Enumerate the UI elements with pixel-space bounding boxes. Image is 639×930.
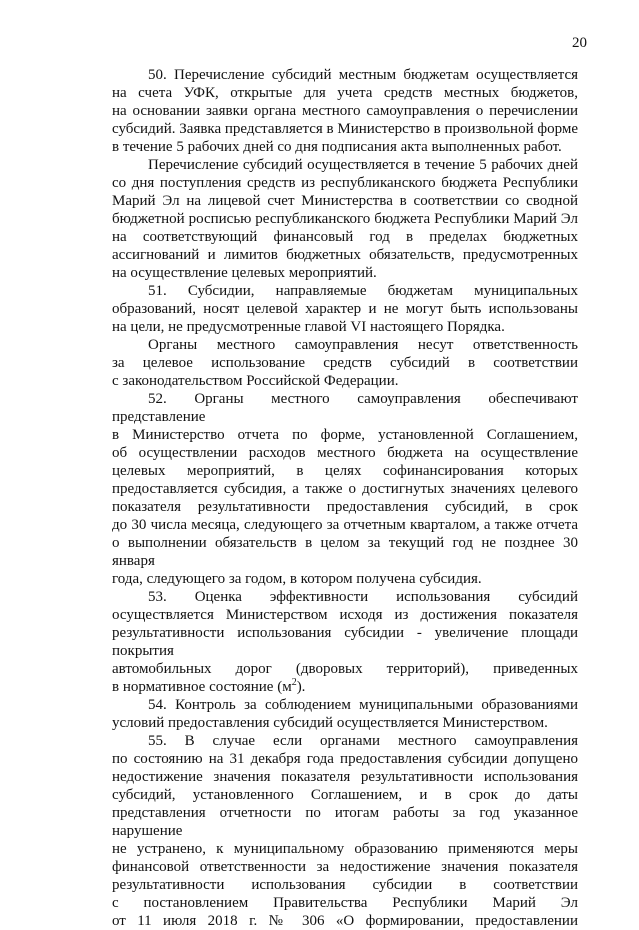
text-line: ассигнований и лимитов бюджетных обязательств, предусмотренных xyxy=(112,247,578,263)
text-line: условий предоставления субсидий осуществляется Министерством. xyxy=(112,715,548,731)
text-line: в течение 5 рабочих дней со дня подписания акта выполненных работ. xyxy=(112,139,562,155)
text-line: на основании заявки органа местного самоуправления о перечислении xyxy=(112,103,578,119)
text-line: представления отчетности по итогам работы за год указанное нарушение xyxy=(112,805,578,839)
text-line: об осуществлении расходов местного бюджета на осуществление xyxy=(112,445,578,461)
text-line: субсидий. Заявка представляется в Министерство в произвольной форме xyxy=(112,121,578,137)
text-line: 51. Субсидии, направляемые бюджетам муниципальных xyxy=(148,283,578,299)
paragraph-53 xyxy=(112,588,578,696)
text-line: на соответствующий финансовый год в пределах бюджетных xyxy=(112,229,578,245)
paragraph-51-continued xyxy=(112,336,578,390)
paragraph-50-continued xyxy=(112,156,578,282)
text-line xyxy=(112,678,578,696)
text-line: целевых мероприятий, в целях софинансирования которых xyxy=(112,463,578,479)
text-line: 53. Оценка эффективности использования субсидий xyxy=(148,589,578,605)
text-line: образований, носят целевой характер и не могут быть использованы xyxy=(112,301,578,317)
text-line: с постановлением Правительства Республики Марий Эл xyxy=(112,895,578,911)
page-number: 20 xyxy=(572,35,587,51)
text-line: финансовой ответственности за недостижение значения показателя xyxy=(112,859,578,875)
paragraph-55 xyxy=(112,732,578,930)
paragraph-54 xyxy=(112,696,578,732)
text-line: на осуществление целевых мероприятий. xyxy=(112,265,377,281)
text-line: автомобильных дорог (дворовых территорий), приведенных xyxy=(112,661,578,677)
text-line: результативности использования субсидии в соответствии xyxy=(112,877,578,893)
text-fragment: в нормативное состояние (м xyxy=(112,679,292,695)
text-fragment: ). xyxy=(296,679,306,695)
text-line: результативности использования субсидии - увеличение площади покрытия xyxy=(112,625,578,659)
text-line: с законодательством Российской Федерации. xyxy=(112,373,399,389)
text-line: 54. Контроль за соблюдением муниципальными образованиями xyxy=(148,697,578,713)
text-line: на счета УФК, открытые для учета средств местных бюджетов, xyxy=(112,85,578,101)
text-line: 50. Перечисление субсидий местным бюджетам осуществляется xyxy=(148,67,578,83)
text-line: не устранено, к муниципальному образованию применяются меры xyxy=(112,841,578,857)
text-line: 52. Органы местного самоуправления обеспечивают представление xyxy=(112,391,578,425)
text-line: субсидий, установленного Соглашением, и в срок до даты xyxy=(112,787,578,803)
text-line: недостижение значения показателя результативности использования xyxy=(112,769,578,785)
text-line: до 30 числа месяца, следующего за отчетным кварталом, а также отчета xyxy=(112,517,578,533)
text-line: на цели, не предусмотренные главой VI настоящего Порядка. xyxy=(112,319,505,335)
text-line: осуществляется Министерством исходя из достижения показателя xyxy=(112,607,578,623)
text-line: о выполнении обязательств в целом за текущий год не позднее 30 января xyxy=(112,535,578,569)
text-line: показателя результативности предоставления субсидий, в срок xyxy=(112,499,578,515)
text-line: года, следующего за годом, в котором получена субсидия. xyxy=(112,571,482,587)
text-line: со дня поступления средств из республиканского бюджета Республики xyxy=(112,175,578,191)
text-line: 55. В случае если органами местного самоуправления xyxy=(148,733,578,749)
paragraph-51 xyxy=(112,282,578,336)
document-body xyxy=(112,66,578,930)
text-line: бюджетной росписью республиканского бюджета Республики Марий Эл xyxy=(112,211,578,227)
text-line: от 11 июля 2018 г. № 306 «О формировании, предоставлении xyxy=(112,913,578,929)
text-line: в Министерство отчета по форме, установленной Соглашением, xyxy=(112,427,578,443)
text-line: за целевое использование средств субсидий в соответствии xyxy=(112,355,578,371)
superscript-unit: 2 xyxy=(291,677,297,688)
text-line: Перечисление субсидий осуществляется в течение 5 рабочих дней xyxy=(148,157,578,173)
paragraph-50 xyxy=(112,66,578,156)
text-line: Органы местного самоуправления несут ответственность xyxy=(148,337,578,353)
text-line: по состоянию на 31 декабря года предоставления субсидии допущено xyxy=(112,751,578,767)
paragraph-52 xyxy=(112,390,578,588)
text-line: Марий Эл на лицевой счет Министерства в соответствии со сводной xyxy=(112,193,578,209)
text-line: предоставляется субсидия, а также о достигнутых значениях целевого xyxy=(112,481,578,497)
